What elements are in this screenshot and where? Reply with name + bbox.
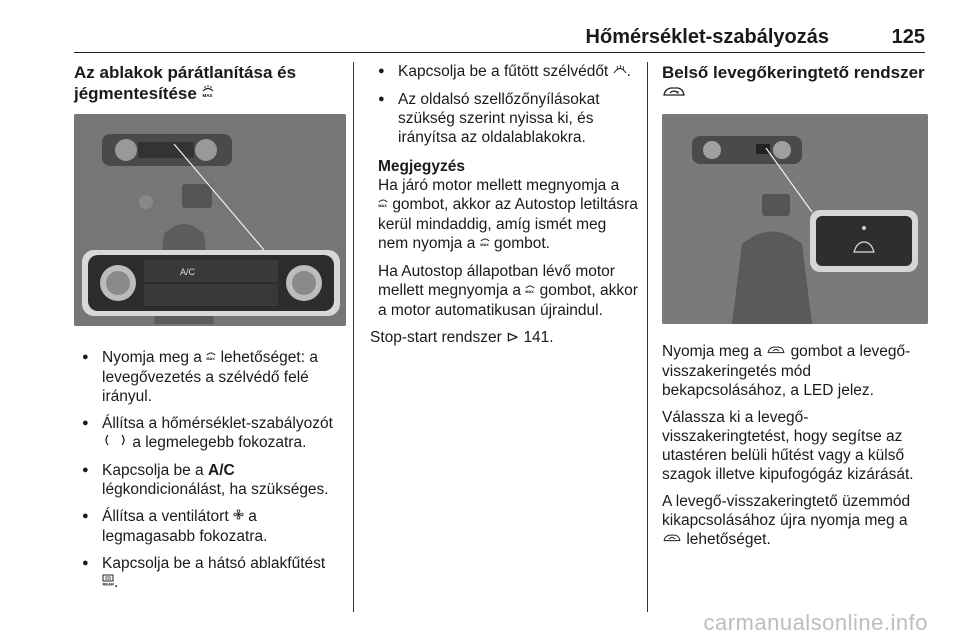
defrost-max-icon <box>202 89 214 101</box>
rear-defrost-icon <box>102 577 114 589</box>
recirculation-button-photo <box>662 114 928 324</box>
note-heading: Megjegyzés <box>378 158 466 175</box>
defrost-max-icon <box>378 199 388 211</box>
section-heading-recirculation: Belső levegőkeringtető rendszer <box>662 62 928 106</box>
reference-arrow-icon: ⊳ <box>506 329 520 346</box>
page-header <box>74 22 925 53</box>
defrost-max-icon <box>206 352 216 364</box>
list-item: ● Kapcsolja be a A/C légkondicionálást, ha szükséges. <box>74 461 346 499</box>
list-item: ● Kapcsolja be a hátsó ablakfűtést REAR . <box>74 554 346 593</box>
defrost-max-icon <box>480 238 490 250</box>
column-divider <box>647 62 648 612</box>
note-block <box>370 157 640 320</box>
list-item: ● Az oldalsó szellőzőnyílásokat szükség szerint nyissa ki, és irányítsa az oldalablakokra. <box>370 90 640 147</box>
svg-text:MAX: MAX <box>525 290 535 294</box>
note-paragraph: Ha járó motor mellett megnyomja a MAX gombot, akkor az Autostop letiltásra kerül mindaddig, amíg ismét meg nem nyomja a MAX gombot. <box>378 177 638 252</box>
column-defrost <box>74 62 346 601</box>
recirculation-paragraph: A levegő-visszakeringtető üzemmód kikapcsolásához újra nyomja meg a lehetőséget. <box>662 493 911 548</box>
list-item: ● Állítsa a hőmérséklet-szabályozót a legmelegebb fokozatra. <box>74 414 346 453</box>
svg-text:REAR: REAR <box>102 581 114 586</box>
photo-ac-label: A/C <box>180 267 196 277</box>
ac-label: A/C <box>208 462 235 479</box>
cross-reference[interactable]: Stop-start rendszer ⊳ 141. <box>370 329 554 346</box>
recirculation-icon <box>662 534 682 546</box>
section-heading-defrost: Az ablakok párátlanítása és jégmentesítése MAX <box>74 63 297 103</box>
list-item: ● Nyomja meg a MAX lehetőséget: a levegővezetés a szélvédő felé irányul. <box>74 348 346 406</box>
column-recirculation <box>662 62 928 558</box>
page-number: 125 <box>891 26 925 48</box>
svg-text:MAX: MAX <box>480 243 489 247</box>
column-divider <box>353 62 354 612</box>
note-paragraph: Ha Autostop állapotban lévő motor mellett megnyomja a MAX gombot, akkor a motor automatikusan újraindul. <box>378 263 638 319</box>
defrost-steps <box>74 348 346 593</box>
watermark: carmanualsonline.info <box>703 610 928 635</box>
recirculation-paragraph: Válassza ki a levegő-visszakeringtetést, hogy segítse az utastéren belüli hűtést vagy a külső szagok illetve kipufogógáz kizárását. <box>662 409 914 483</box>
svg-text:MAX: MAX <box>378 204 387 208</box>
list-item: ● Kapcsolja be a fűtött szélvédőt . <box>370 62 640 82</box>
temperature-knob-icon <box>102 437 128 449</box>
climate-panel-photo <box>74 114 346 326</box>
recirculation-paragraph: Nyomja meg a gombot a levegő-visszakeringetés mód bekapcsolásához, a LED jelez. <box>662 343 911 399</box>
header-title: Hőmérséklet-szabályozás <box>585 26 829 48</box>
heated-windscreen-icon <box>613 66 627 78</box>
defrost-max-icon <box>525 285 535 297</box>
svg-text:MAX: MAX <box>206 357 216 361</box>
list-item: ● Állítsa a ventilátort a legmagasabb fokozatra. <box>74 507 346 546</box>
defrost-steps-continued <box>370 62 640 147</box>
column-defrost-continued <box>370 62 640 355</box>
fan-icon <box>233 511 244 523</box>
recirculation-icon <box>662 89 686 101</box>
recirculation-icon <box>766 346 786 358</box>
svg-text:MAX: MAX <box>202 93 213 98</box>
